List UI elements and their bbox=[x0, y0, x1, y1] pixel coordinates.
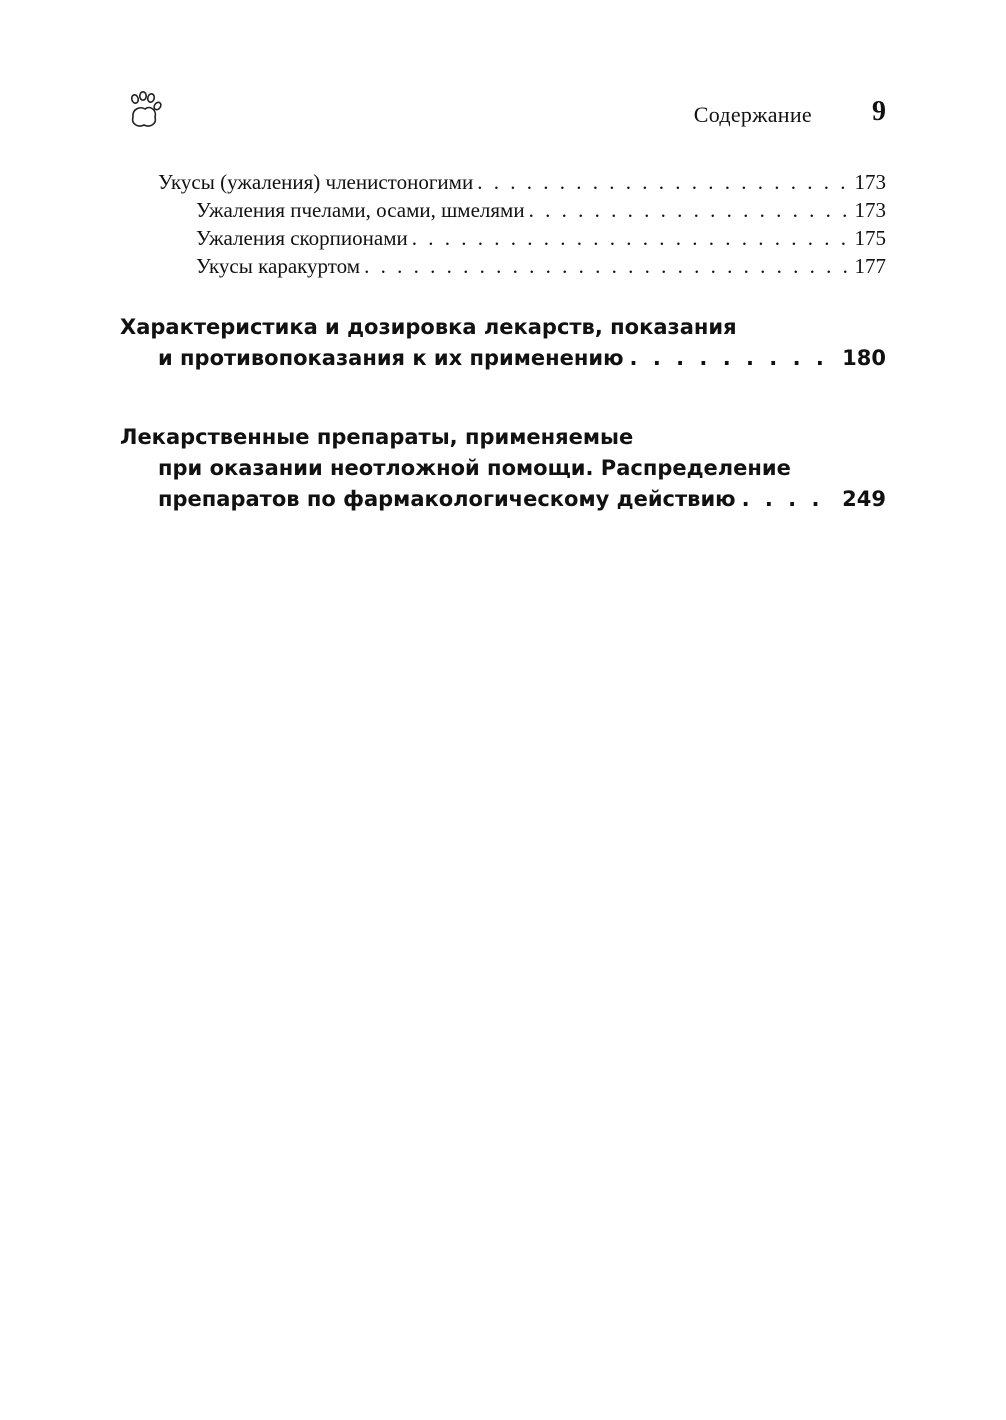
toc-main-title-line: Лекарственные препараты, применяемые bbox=[120, 425, 634, 449]
toc-entry[interactable] bbox=[120, 196, 886, 224]
toc-entry[interactable] bbox=[120, 224, 886, 252]
paw-print-icon bbox=[123, 90, 167, 134]
toc-entry-page: 173 bbox=[854, 170, 886, 194]
toc-entry-page: 177 bbox=[854, 254, 886, 278]
dot-leader bbox=[364, 252, 850, 280]
dot-leader bbox=[477, 168, 850, 196]
toc-entry[interactable] bbox=[120, 252, 886, 280]
toc-main-page: 180 bbox=[842, 346, 886, 370]
toc-entry-title: Ужаления пчелами, осами, шмелями bbox=[196, 198, 525, 222]
dot-leader bbox=[742, 484, 837, 515]
page-header bbox=[120, 88, 886, 138]
toc-main-line bbox=[120, 312, 886, 343]
toc-main-line bbox=[120, 343, 886, 374]
toc-entry-title: Укусы каракуртом bbox=[196, 254, 361, 278]
toc-entry-page: 173 bbox=[854, 198, 886, 222]
page-number: 9 bbox=[872, 96, 886, 127]
dot-leader bbox=[529, 196, 851, 224]
toc-main-entry[interactable] bbox=[120, 312, 886, 374]
toc-main-page: 249 bbox=[842, 487, 886, 511]
dot-leader bbox=[630, 343, 837, 374]
toc-main-line bbox=[120, 484, 886, 515]
toc-main-title-line: препаратов по фармакологическому действию bbox=[158, 487, 736, 511]
toc-main-title-line: при оказании неотложной помощи. Распределение bbox=[158, 456, 791, 480]
toc-entry[interactable] bbox=[120, 168, 886, 196]
toc-entry-title: Ужаления скорпионами bbox=[196, 226, 408, 250]
toc-main-line bbox=[120, 453, 886, 484]
toc-main-title-line: Характеристика и дозировка лекарств, показания bbox=[120, 315, 737, 339]
table-of-contents bbox=[120, 168, 886, 515]
toc-entry-page: 175 bbox=[854, 226, 886, 250]
toc-entry-title: Укусы (ужаления) членистоногими bbox=[158, 170, 474, 194]
dot-leader bbox=[412, 224, 851, 252]
running-title: Содержание bbox=[693, 102, 812, 127]
toc-main-entry[interactable] bbox=[120, 422, 886, 515]
toc-main-line bbox=[120, 422, 886, 453]
toc-main-title-line: и противопоказания к их применению bbox=[158, 346, 624, 370]
